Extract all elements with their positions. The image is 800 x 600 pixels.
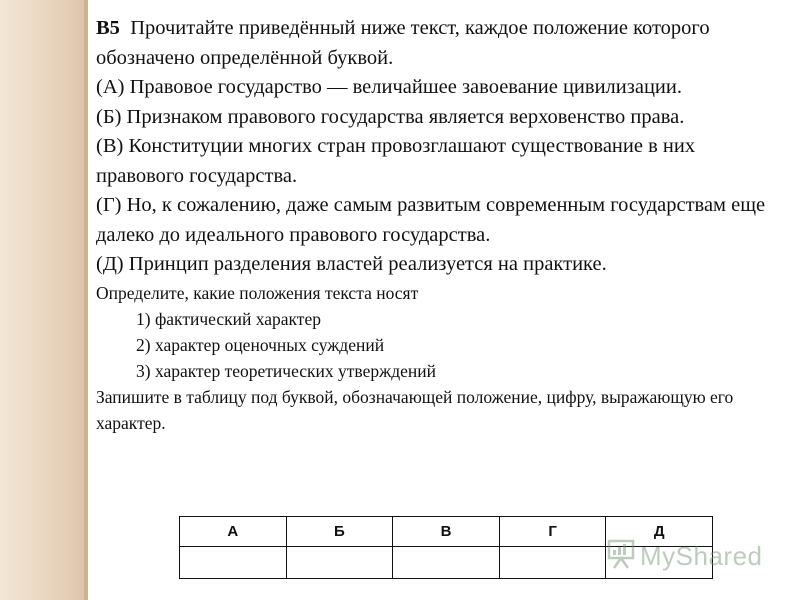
watermark	[606, 538, 763, 574]
task-intro	[96, 14, 786, 73]
task-number: В5	[96, 17, 120, 39]
options-list	[96, 306, 786, 384]
task-intro-text: Прочитайте приведённый ниже текст, каждое положение которого обозначено определённой буквой.	[96, 17, 710, 69]
answer-cell-b[interactable]	[286, 547, 393, 579]
slide-side-border	[0, 0, 88, 600]
option-2: 2) характер оценочных суждений	[136, 334, 385, 355]
statement-g: (Г) Но, к сожалению, даже самым развитым современным государствам еще далеко до идеального правового государства.	[96, 194, 766, 246]
watermark-text: MyShared	[640, 540, 763, 571]
header-d: Д	[606, 517, 713, 547]
question-text: Определите, какие положения текста носят	[96, 282, 419, 303]
statement-d: (Д) Принцип разделения властей реализуется на практике.	[96, 253, 607, 275]
answer-cell-g[interactable]	[499, 547, 606, 579]
header-a: А	[180, 517, 287, 547]
instruction-text: Запишите в таблицу под буквой, обозначающей положение, цифру, выражающую его характер.	[96, 386, 734, 433]
slide-page	[88, 0, 800, 600]
option-3: 3) характер теоретических утверждений	[136, 360, 436, 381]
option-1: 1) фактический характер	[136, 308, 321, 329]
header-b: Б	[286, 517, 393, 547]
answer-cell-a[interactable]	[180, 547, 287, 579]
answer-cell-v[interactable]	[393, 547, 500, 579]
shared-presentation-icon	[606, 538, 636, 575]
statement-v: (В) Конституции многих стран провозглашают существование в них правового государства.	[96, 135, 696, 187]
task-text	[96, 14, 786, 436]
header-g: Г	[499, 517, 606, 547]
header-v: В	[393, 517, 500, 547]
statement-b: (Б) Признаком правового государства является верховенство права.	[96, 105, 685, 128]
statement-a: (А) Правовое государство — величайшее завоевание цивилизации.	[96, 76, 682, 98]
